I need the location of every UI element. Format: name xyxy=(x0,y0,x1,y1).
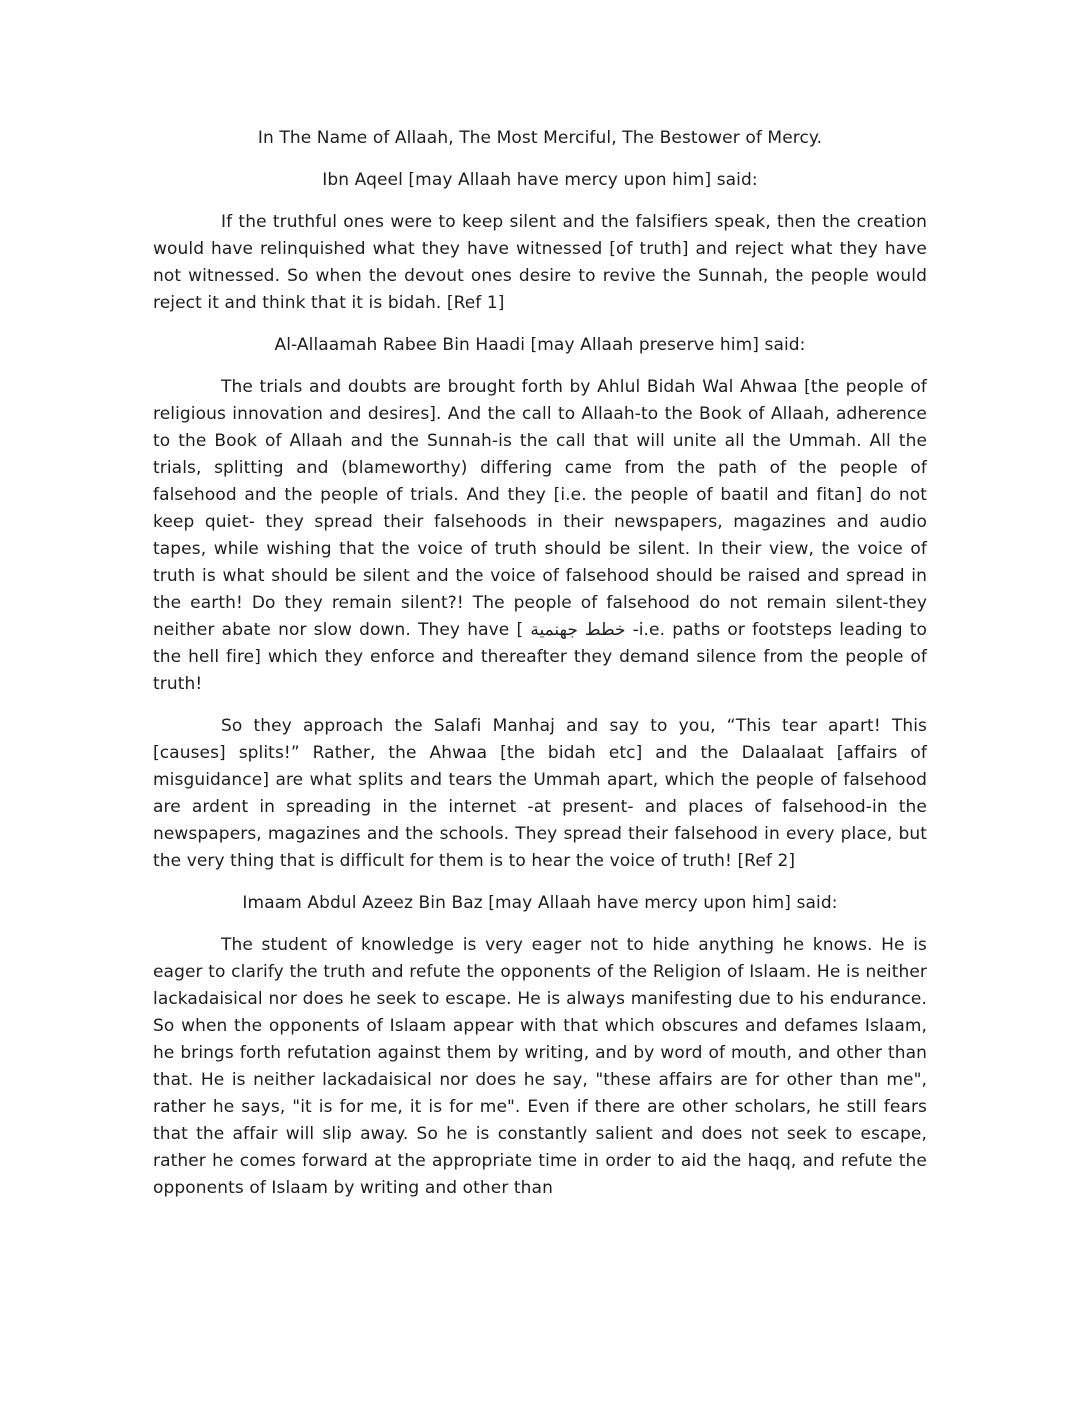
paragraph-rabee-quote-part2: So they approach the Salafi Manhaj and say to you, “This tear apart! This [causes] splits!” Rather, the Ahwaa [the bidah etc] and the Dalaalaat [affairs of misguidance] are what splits and tears the Ummah apart, which the people of falsehood are ardent in spreading in the internet -at present- and places of falsehood-in the newspapers, magazines and the schools. They spread their falsehood in every place, but the very thing that is difficult for them is to hear the voice of truth! [Ref 2] xyxy=(153,716,927,871)
heading-ibn-aqeel: Ibn Aqeel [may Allaah have mercy upon him] said: xyxy=(322,170,758,190)
heading-bin-baz: Imaam Abdul Azeez Bin Baz [may Allaah have mercy upon him] said: xyxy=(242,893,838,913)
paragraph-ibn-aqeel-quote: If the truthful ones were to keep silent and the falsifiers speak, then the creation would have relinquished what they have witnessed [of truth] and reject what they have not witnessed. So when the devout ones desire to revive the Sunnah, the people would reject it and think that it is bidah. [Ref 1] xyxy=(153,212,927,313)
heading-basmala: In The Name of Allaah, The Most Merciful, The Bestower of Mercy. xyxy=(257,128,823,148)
heading-rabee-bin-haadi: Al-Allaamah Rabee Bin Haadi [may Allaah preserve him] said: xyxy=(274,335,806,355)
paragraph-bin-baz-quote: The student of knowledge is very eager not to hide anything he knows. He is eager to clarify the truth and refute the opponents of the Religion of Islaam. He is neither lackadaisical nor does he seek to escape. He is always manifesting due to his endurance. So when the opponents of Islaam appear with that which obscures and defames Islaam, he brings forth refutation against them by writing, and by word of mouth, and other than that. He is neither lackadaisical nor does he say, "these affairs are for other than me", rather he says, "it is for me, it is for me". Even if there are other scholars, he still fears that the affair will slip away. So he is constantly salient and does not seek to escape, rather he comes forward at the appropriate time in order to aid the haqq, and refute the opponents of Islaam by writing and other than xyxy=(153,935,927,1198)
paragraph-rabee-quote-part1: The trials and doubts are brought forth by Ahlul Bidah Wal Ahwaa [the people of religious innovation and desires]. And the call to Allaah-to the Book of Allaah, adherence to the Book of Allaah and the Sunnah-is the call that will unite all the Ummah. All the trials, splitting and (blameworthy) differing came from the path of the people of falsehood and the people of trials. And they [i.e. the people of baatil and fitan] do not keep quiet- they spread their falsehoods in their newspapers, magazines and audio tapes, while wishing that the voice of truth should be silent. In their view, the voice of truth is what should be silent and the voice of falsehood should be raised and spread in the earth! Do they remain silent?! The people of falsehood do not remain silent-they neither abate nor slow down. They have [ خطط جهنمية -i.e. paths or footsteps leading to the hell fire] which they enforce and thereafter they demand silence from the people of truth! xyxy=(153,377,928,694)
